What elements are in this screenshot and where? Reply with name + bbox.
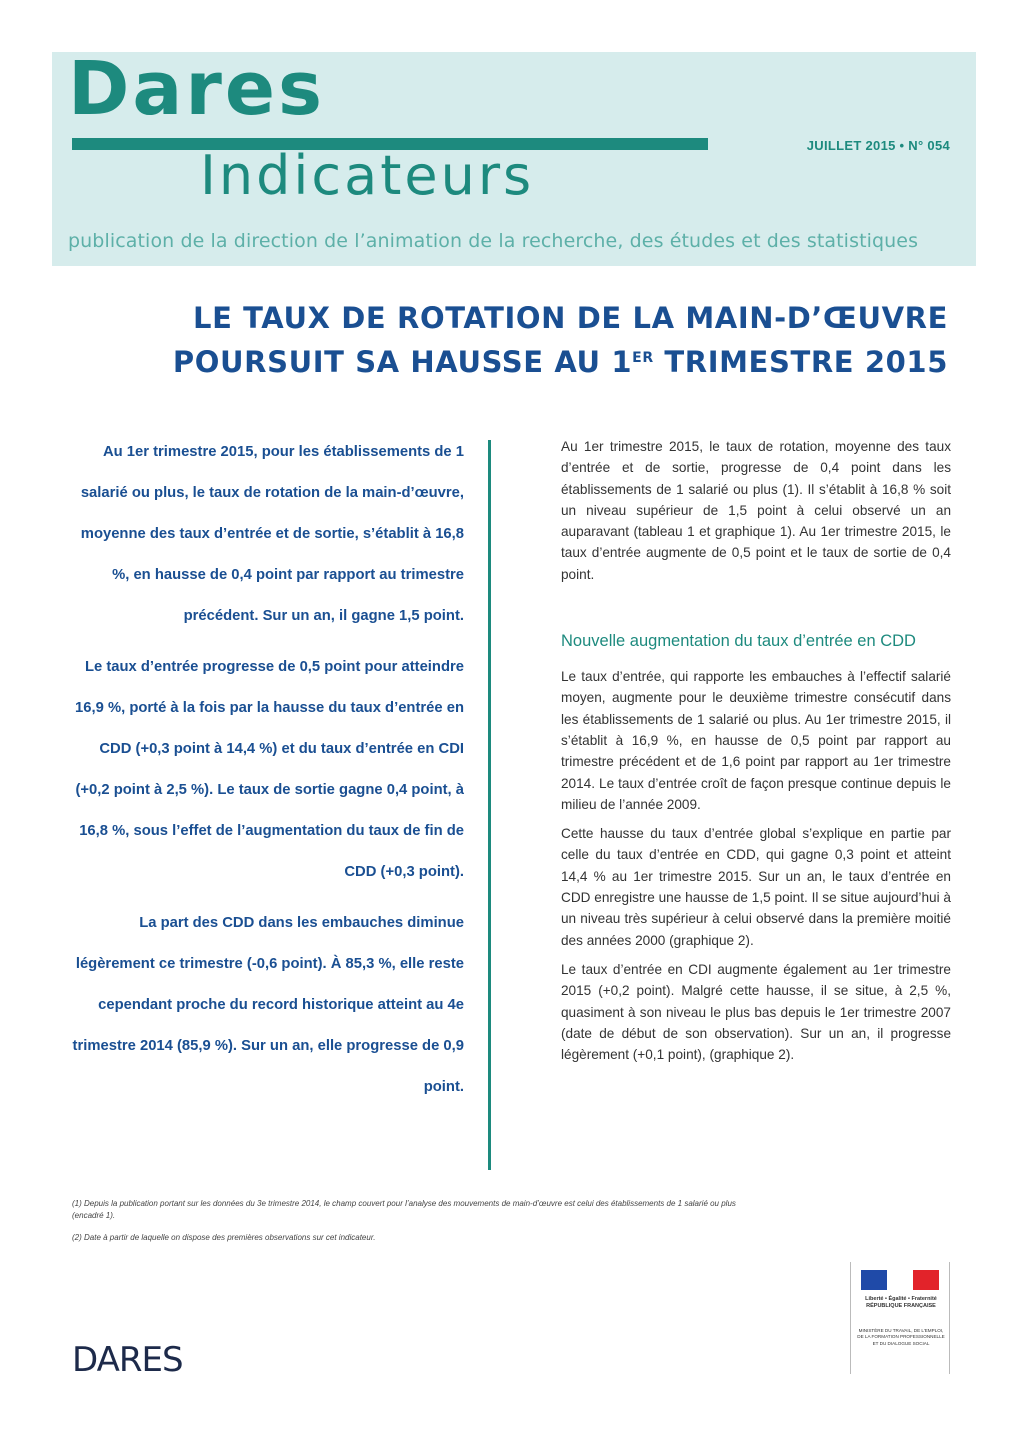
title-superscript: ER xyxy=(632,350,654,366)
section-heading: Nouvelle augmentation du taux d’entrée en CDD xyxy=(561,632,916,651)
summary-paragraph-2: Le taux d’entrée progresse de 0,5 point pour atteindre 16,9 %, porté à la fois par la hausse du taux d’entrée en CDD (+0,3 point à 14,4 %) et du taux d’entrée en CDI (+0,2 point à 2,5 %). Le taux de sortie gagne 0,4 point, à 16,8 %, sous l’effet de l’augmentation du taux de fin de CDD (+0,3 point). xyxy=(75,659,464,880)
flag-red-band xyxy=(913,1270,939,1290)
title-line-2-start: POURSUIT SA HAUSSE AU 1 xyxy=(172,345,633,379)
page-title xyxy=(168,296,948,384)
rf-name: RÉPUBLIQUE FRANÇAISE xyxy=(866,1303,936,1309)
dares-logo: Dares xyxy=(68,46,326,132)
title-line-2 xyxy=(168,340,948,384)
flag-icon xyxy=(861,1270,939,1290)
republique-francaise-logo xyxy=(850,1262,950,1374)
summary-paragraph-3: La part des CDD dans les embauches diminue légèrement ce trimestre (-0,6 point). À 85,3 %, elle reste cependant proche du record historique atteint au 4e trimestre 2014 (85,9 %). Sur un an, elle progresse de 0,9 point. xyxy=(72,915,464,1095)
footnotes xyxy=(72,1198,742,1254)
column-divider xyxy=(488,440,491,1170)
dares-footer-logo: DARES xyxy=(72,1340,183,1380)
indicateurs-logo: Indicateurs xyxy=(200,144,535,207)
rf-text xyxy=(855,1296,947,1310)
body-paragraph-4: Le taux d’entrée en CDI augmente également au 1er trimestre 2015 (+0,2 point). Malgré cette hausse, il se situe, à 2,5 %, quasiment à son niveau le plus bas depuis le 1er trimestre 2007 (date de début de son observation). Sur un an, il progresse légèrement (+0,1 point), (graphique 2). xyxy=(561,961,951,1063)
footnote-2: (2) Date à partir de laquelle on dispose des premières observations sur cet indicateur. xyxy=(72,1233,376,1242)
summary-column xyxy=(72,432,464,1118)
title-line-2-end: TRIMESTRE 2015 xyxy=(653,345,948,379)
body-paragraph-2: Le taux d’entrée, qui rapporte les embauches à l’effectif salarié moyen, augmente pour le deuxième trimestre consécutif dans les établissements de 1 salarié ou plus. Au 1er trimestre 2015, il s’établit à 16,9 %, en hausse de 0,5 point par rapport au trimestre précédent et de 1,6 point par rapport au 1er trimestre 2014. Le taux d’entrée croît de façon presque continue depuis le milieu de l’année 2009. xyxy=(561,669,951,812)
body-paragraph-3: Cette hausse du taux d’entrée global s’explique en partie par celle du taux d’entrée en CDD, qui gagne 0,3 point et atteint 14,4 % au 1er trimestre 2015. Sur un an, le taux d’entrée en CDD enregistre une hausse de 1,5 point. Il se situe aujourd’hui à un niveau très supérieur à celui observé dans la première moitié des années 2000 (graphique 2). xyxy=(561,826,951,948)
rf-motto: Liberté • Égalité • Fraternité xyxy=(865,1296,937,1302)
flag-white-band xyxy=(887,1270,913,1290)
summary-paragraph-1: Au 1er trimestre 2015, pour les établissements de 1 salarié ou plus, le taux de rotation de la main-d’œuvre, moyenne des taux d’entrée et de sortie, s’établit à 16,8 %, en hausse de 0,4 point par rapport au trimestre précédent. Sur un an, il gagne 1,5 point. xyxy=(80,444,464,624)
body-paragraph-1: Au 1er trimestre 2015, le taux de rotation, moyenne des taux d’entrée et de sortie, progresse de 0,4 point dans les établissements de 1 salarié ou plus (1). Il s’établit à 16,8 % soit un niveau supérieur de 1,5 point à celui observé un an auparavant (tableau 1 et graphique 1). Au 1er trimestre 2015, le taux d’entrée augmente de 0,5 point et le taux de sortie de 0,4 point. xyxy=(561,439,951,582)
ministry-name: MINISTÈRE DU TRAVAIL, DE L’EMPLOI, DE LA FORMATION PROFESSIONNELLE ET DU DIALOGUE SOCIAL xyxy=(857,1328,945,1346)
issue-date: JUILLET 2015 • N° 054 xyxy=(806,138,950,153)
tagline: publication de la direction de l’animation de la recherche, des études et des statistiques xyxy=(68,230,919,252)
body-column xyxy=(561,436,951,1073)
footnote-1: (1) Depuis la publication portant sur les données du 3e trimestre 2014, le champ couvert pour l’analyse des mouvements de main-d’œuvre est celui des établissements de 1 salarié ou plus (encadré 1). xyxy=(72,1199,736,1220)
title-line-1: LE TAUX DE ROTATION DE LA MAIN-D’ŒUVRE xyxy=(192,301,948,335)
flag-blue-band xyxy=(861,1270,887,1290)
